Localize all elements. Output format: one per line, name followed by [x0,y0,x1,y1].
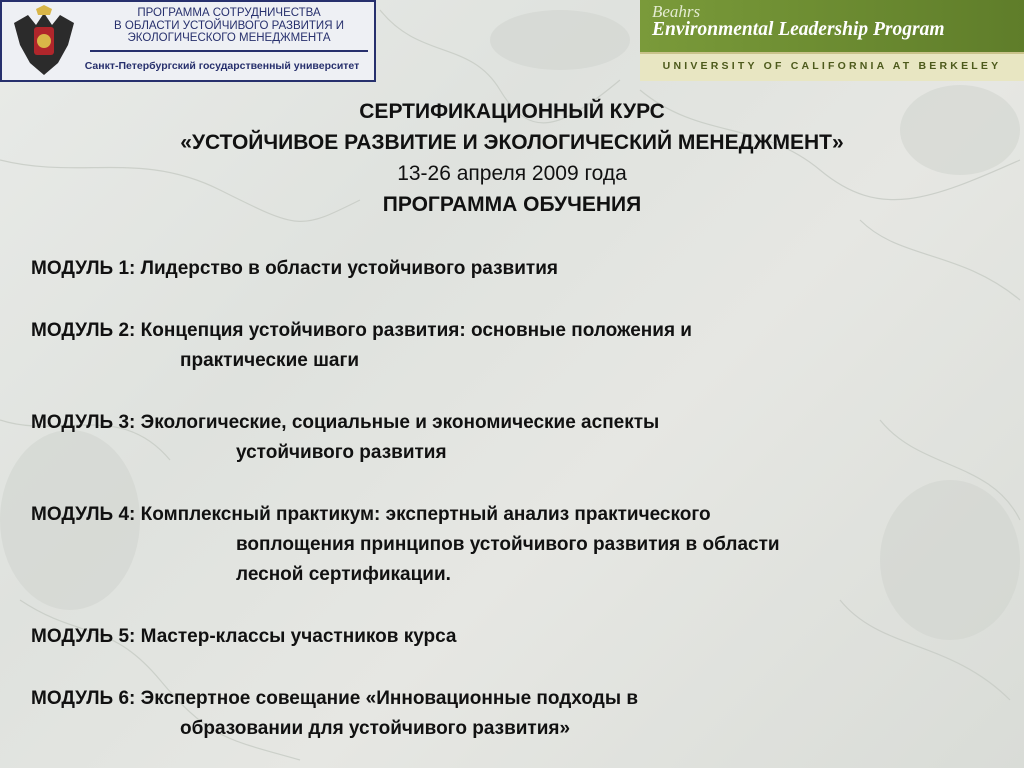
berkeley-banner [640,0,1024,81]
module-text: Комплексный практикум: экспертный анализ практического [140,504,711,525]
module-text: Концепция устойчивого развития: основные положения и [140,320,692,341]
module-text: Лидерство в области устойчивого развития [140,258,558,279]
title-line-1: СЕРТИФИКАЦИОННЫЙ КУРС [359,100,665,123]
module-2 [31,316,1011,376]
course-title [0,96,1024,220]
module-text: Экологические, социальные и экономические аспекты [140,412,660,433]
program-bar [640,0,1024,52]
module-text-cont: лесной сертификации. [236,564,451,585]
spbu-banner [0,0,376,82]
berkeley-name: UNIVERSITY OF CALIFORNIA AT BERKELEY [662,60,1002,72]
cooperation-program-title [94,7,364,45]
course-dates: 13-26 апреля 2009 года [397,162,627,185]
coat-of-arms-icon [6,5,82,79]
module-label: МОДУЛЬ 3: [31,412,136,433]
module-label: МОДУЛЬ 4: [31,504,136,525]
module-label: МОДУЛЬ 1: [31,258,136,279]
module-3 [31,408,1011,468]
module-label: МОДУЛЬ 2: [31,320,136,341]
program-name: Environmental Leadership Program [652,19,945,40]
module-text: Мастер-классы участников курса [140,626,457,647]
module-text-cont: воплощения принципов устойчивого развития в области [236,534,780,555]
module-1 [31,254,1011,284]
module-text-cont: практические шаги [180,350,360,371]
beahrs-wordmark: Beahrs [652,2,701,21]
banner-line-2: В ОБЛАСТИ УСТОЙЧИВОГО РАЗВИТИЯ И [114,19,344,32]
university-name: Санкт-Петербургский государственный университет [84,60,360,72]
module-text-cont: образовании для устойчивого развития» [180,718,571,739]
university-bar [640,52,1024,81]
module-6 [31,684,1011,744]
module-text-cont: устойчивого развития [236,442,447,463]
banner-line-1: ПРОГРАММА СОТРУДНИЧЕСТВА [137,7,321,19]
banner-line-3: ЭКОЛОГИЧЕСКОГО МЕНЕДЖМЕНТА [127,32,331,44]
title-line-2: «УСТОЙЧИВОЕ РАЗВИТИЕ И ЭКОЛОГИЧЕСКИЙ МЕНЕДЖМЕНТ» [180,131,844,154]
module-5 [31,622,1011,652]
module-label: МОДУЛЬ 6: [31,688,136,709]
module-text: Экспертное совещание «Инновационные подходы в [140,688,639,709]
module-4 [31,500,1011,590]
title-line-4: ПРОГРАММА ОБУЧЕНИЯ [382,193,642,216]
module-label: МОДУЛЬ 5: [31,626,136,647]
banner-divider [90,50,368,52]
